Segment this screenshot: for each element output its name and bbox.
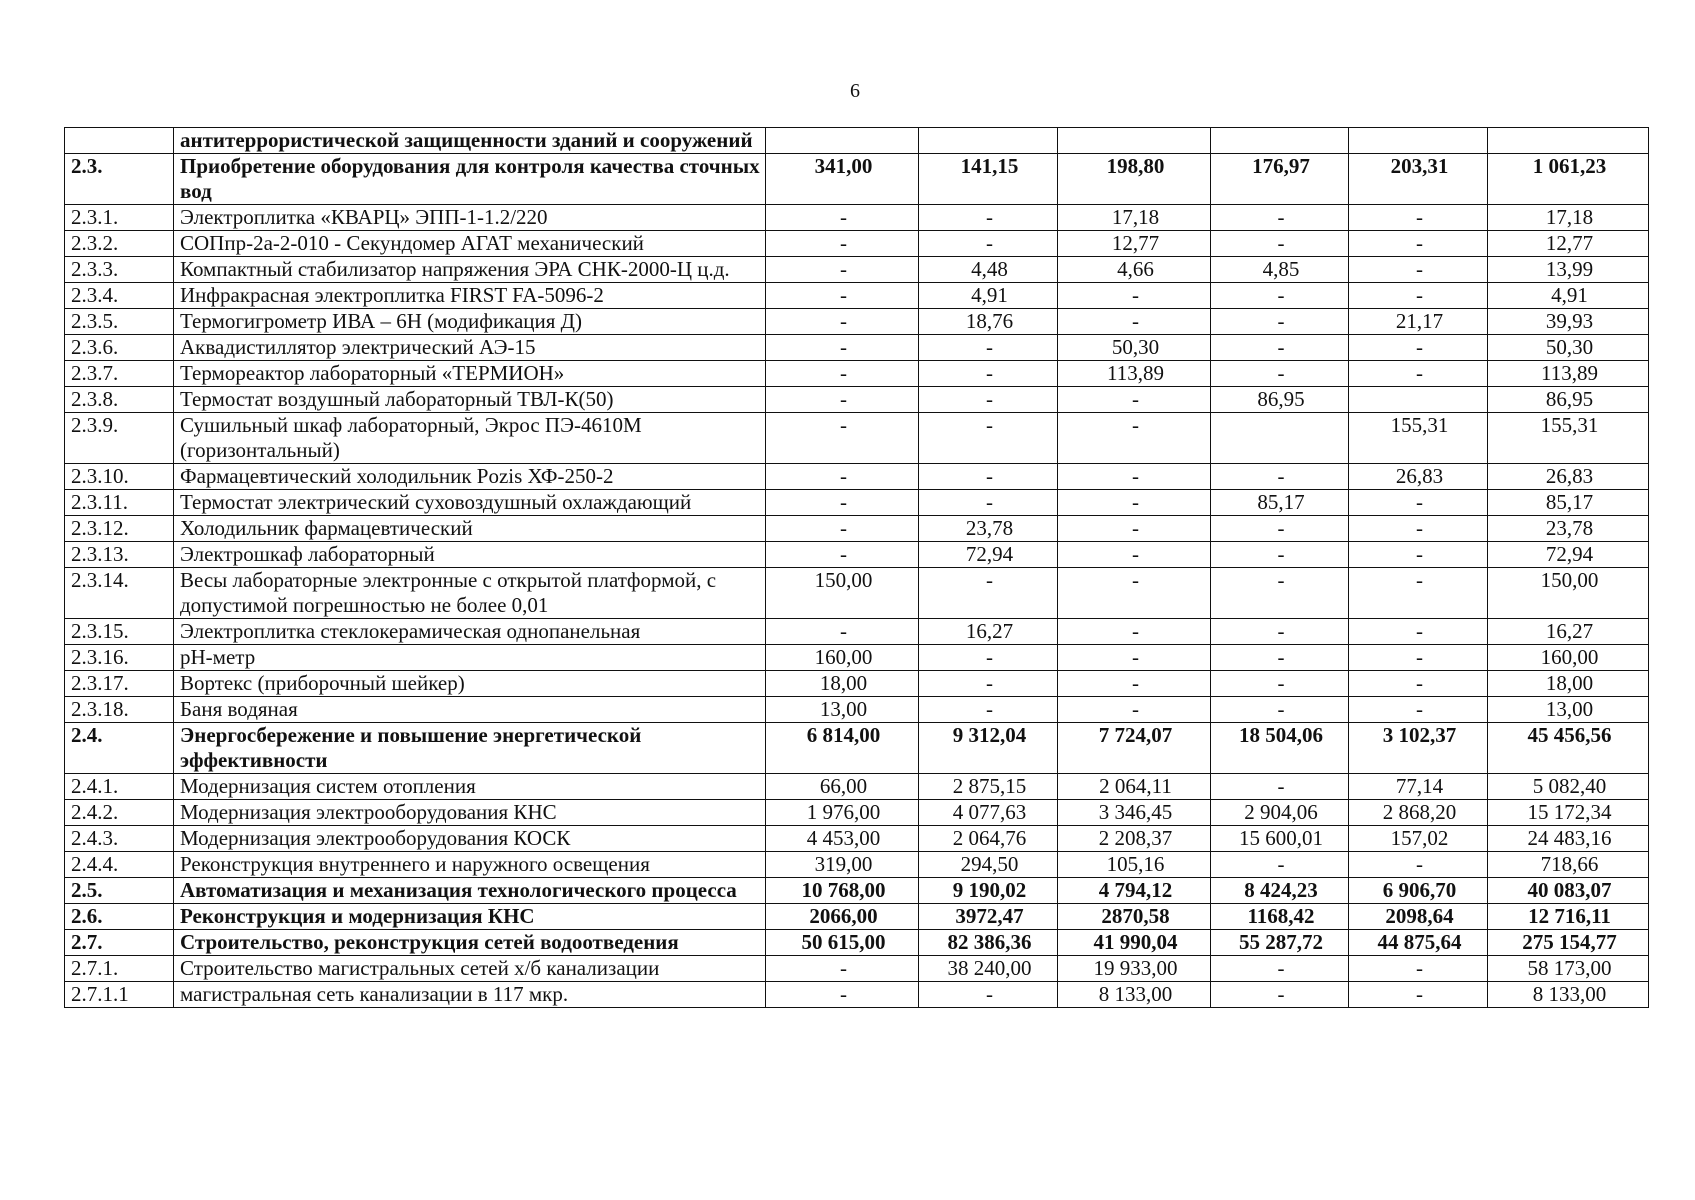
value-cell-5: - [1349,982,1488,1008]
value-cell-6: 18,00 [1488,671,1649,697]
row-number-cell: 2.3.18. [65,697,174,723]
value-cell-6 [1488,128,1649,154]
value-cell-2: - [919,231,1058,257]
value-cell-2: 38 240,00 [919,956,1058,982]
table-row [65,723,1649,774]
table-row [65,568,1649,619]
value-cell-2: - [919,982,1058,1008]
value-cell-2: - [919,464,1058,490]
value-cell-3: 12,77 [1058,231,1211,257]
value-cell-1: - [766,205,919,231]
value-cell-3: 7 724,07 [1058,723,1211,774]
value-cell-1: - [766,542,919,568]
item-name-cell: Приобретение оборудования для контроля качества сточных вод [174,154,766,205]
value-cell-3: - [1058,697,1211,723]
item-name-cell: Электрошкаф лабораторный [174,542,766,568]
value-cell-4: - [1211,231,1349,257]
budget-table [64,127,1649,1008]
value-cell-6: 40 083,07 [1488,878,1649,904]
item-name-cell: магистральная сеть канализации в 117 мкр. [174,982,766,1008]
table-row [65,361,1649,387]
value-cell-4: 1168,42 [1211,904,1349,930]
table-row [65,542,1649,568]
value-cell-5: - [1349,619,1488,645]
item-name-cell: СОПпр-2а-2-010 - Секундомер АГАТ механический [174,231,766,257]
value-cell-3: 50,30 [1058,335,1211,361]
value-cell-4: - [1211,361,1349,387]
item-name-cell: Реконструкция внутреннего и наружного освещения [174,852,766,878]
value-cell-5: - [1349,852,1488,878]
value-cell-1: 2066,00 [766,904,919,930]
value-cell-6: 4,91 [1488,283,1649,309]
value-cell-2: - [919,335,1058,361]
value-cell-2: 9 312,04 [919,723,1058,774]
value-cell-5 [1349,128,1488,154]
row-number-cell: 2.3.10. [65,464,174,490]
value-cell-4: - [1211,542,1349,568]
value-cell-2: 2 875,15 [919,774,1058,800]
value-cell-6: 23,78 [1488,516,1649,542]
value-cell-2: 2 064,76 [919,826,1058,852]
value-cell-1 [766,128,919,154]
table-row [65,956,1649,982]
value-cell-2: 23,78 [919,516,1058,542]
value-cell-6: 150,00 [1488,568,1649,619]
value-cell-5: - [1349,231,1488,257]
value-cell-3: 17,18 [1058,205,1211,231]
value-cell-2: - [919,361,1058,387]
row-number-cell: 2.3.2. [65,231,174,257]
value-cell-2: 16,27 [919,619,1058,645]
value-cell-1: - [766,387,919,413]
item-name-cell: Электроплитка стеклокерамическая однопанельная [174,619,766,645]
value-cell-5: - [1349,283,1488,309]
row-number-cell: 2.3.3. [65,257,174,283]
row-number-cell: 2.4.4. [65,852,174,878]
value-cell-3: - [1058,542,1211,568]
value-cell-1: 150,00 [766,568,919,619]
value-cell-1: 13,00 [766,697,919,723]
value-cell-4: - [1211,645,1349,671]
value-cell-3: 198,80 [1058,154,1211,205]
value-cell-3: - [1058,387,1211,413]
item-name-cell: Аквадистиллятор электрический АЭ-15 [174,335,766,361]
value-cell-3: - [1058,671,1211,697]
value-cell-3: 4 794,12 [1058,878,1211,904]
value-cell-6: 50,30 [1488,335,1649,361]
value-cell-1: - [766,335,919,361]
value-cell-5: 3 102,37 [1349,723,1488,774]
value-cell-4 [1211,413,1349,464]
value-cell-5: - [1349,516,1488,542]
value-cell-1: 160,00 [766,645,919,671]
value-cell-5: - [1349,956,1488,982]
value-cell-5 [1349,387,1488,413]
item-name-cell: pH-метр [174,645,766,671]
row-number-cell [65,128,174,154]
value-cell-6: 16,27 [1488,619,1649,645]
table-row [65,413,1649,464]
value-cell-2: - [919,697,1058,723]
value-cell-2: - [919,387,1058,413]
row-number-cell: 2.4.1. [65,774,174,800]
value-cell-5: 2098,64 [1349,904,1488,930]
value-cell-2: 141,15 [919,154,1058,205]
item-name-cell: Вортекс (приборочный шейкер) [174,671,766,697]
value-cell-2: 4,91 [919,283,1058,309]
table-row [65,697,1649,723]
value-cell-6: 39,93 [1488,309,1649,335]
row-number-cell: 2.5. [65,878,174,904]
item-name-cell: Весы лабораторные электронные с открытой платформой, с допустимой погрешностью не более 0,01 [174,568,766,619]
value-cell-2: - [919,413,1058,464]
value-cell-1: 341,00 [766,154,919,205]
table-row [65,982,1649,1008]
item-name-cell: Термореактор лабораторный «ТЕРМИОН» [174,361,766,387]
value-cell-4: 4,85 [1211,257,1349,283]
value-cell-3: 41 990,04 [1058,930,1211,956]
table-row [65,309,1649,335]
value-cell-1: 6 814,00 [766,723,919,774]
value-cell-1: - [766,490,919,516]
value-cell-4: - [1211,697,1349,723]
row-number-cell: 2.3.11. [65,490,174,516]
table-row [65,205,1649,231]
value-cell-6: 45 456,56 [1488,723,1649,774]
value-cell-3: - [1058,309,1211,335]
item-name-cell: Энергосбережение и повышение энергетической эффективности [174,723,766,774]
value-cell-5: - [1349,542,1488,568]
item-name-cell: Модернизация систем отопления [174,774,766,800]
value-cell-5: 2 868,20 [1349,800,1488,826]
value-cell-6: 275 154,77 [1488,930,1649,956]
value-cell-1: - [766,283,919,309]
value-cell-2: - [919,645,1058,671]
table-row [65,671,1649,697]
item-name-cell: Холодильник фармацевтический [174,516,766,542]
table-row [65,619,1649,645]
value-cell-6: 13,00 [1488,697,1649,723]
value-cell-5: 157,02 [1349,826,1488,852]
value-cell-1: - [766,309,919,335]
item-name-cell: Автоматизация и механизация технологического процесса [174,878,766,904]
value-cell-4: - [1211,774,1349,800]
row-number-cell: 2.7.1. [65,956,174,982]
row-number-cell: 2.3.17. [65,671,174,697]
value-cell-3: - [1058,283,1211,309]
value-cell-5: - [1349,568,1488,619]
value-cell-6: 12 716,11 [1488,904,1649,930]
value-cell-3: 2 208,37 [1058,826,1211,852]
value-cell-1: - [766,257,919,283]
value-cell-1: - [766,231,919,257]
value-cell-5: 6 906,70 [1349,878,1488,904]
value-cell-3: 3 346,45 [1058,800,1211,826]
value-cell-3: 2 064,11 [1058,774,1211,800]
table-row [65,257,1649,283]
value-cell-3: - [1058,490,1211,516]
value-cell-1: - [766,982,919,1008]
table-row [65,826,1649,852]
table-row [65,930,1649,956]
page-number: 6 [850,80,860,102]
value-cell-1: 18,00 [766,671,919,697]
value-cell-1: - [766,361,919,387]
value-cell-3: - [1058,619,1211,645]
value-cell-2: 9 190,02 [919,878,1058,904]
value-cell-2: 4 077,63 [919,800,1058,826]
table-row [65,231,1649,257]
item-name-cell: Реконструкция и модернизация КНС [174,904,766,930]
table-body [65,128,1649,1008]
item-name-cell: Компактный стабилизатор напряжения ЭРА СНК-2000-Ц ц.д. [174,257,766,283]
row-number-cell: 2.3.13. [65,542,174,568]
value-cell-2: 18,76 [919,309,1058,335]
row-number-cell: 2.7. [65,930,174,956]
value-cell-6: 1 061,23 [1488,154,1649,205]
value-cell-2: - [919,568,1058,619]
value-cell-4 [1211,128,1349,154]
item-name-cell: Термогигрометр ИВА – 6Н (модификация Д) [174,309,766,335]
row-number-cell: 2.3.1. [65,205,174,231]
value-cell-5: - [1349,645,1488,671]
row-number-cell: 2.4.3. [65,826,174,852]
table-row [65,464,1649,490]
value-cell-6: 86,95 [1488,387,1649,413]
value-cell-1: - [766,413,919,464]
value-cell-1: - [766,956,919,982]
value-cell-3: 105,16 [1058,852,1211,878]
value-cell-2: 294,50 [919,852,1058,878]
value-cell-6: 26,83 [1488,464,1649,490]
value-cell-2: 3972,47 [919,904,1058,930]
row-number-cell: 2.3.15. [65,619,174,645]
value-cell-4: 55 287,72 [1211,930,1349,956]
value-cell-5: - [1349,490,1488,516]
item-name-cell: Баня водяная [174,697,766,723]
value-cell-6: 5 082,40 [1488,774,1649,800]
row-number-cell: 2.7.1.1 [65,982,174,1008]
value-cell-6: 58 173,00 [1488,956,1649,982]
item-name-cell: Фармацевтический холодильник Pozis ХФ-250-2 [174,464,766,490]
row-number-cell: 2.3.16. [65,645,174,671]
item-name-cell: Строительство магистральных сетей х/б канализации [174,956,766,982]
table-row [65,645,1649,671]
value-cell-6: 155,31 [1488,413,1649,464]
table-row [65,283,1649,309]
row-number-cell: 2.3.14. [65,568,174,619]
value-cell-4: 176,97 [1211,154,1349,205]
table-row [65,800,1649,826]
value-cell-3: 19 933,00 [1058,956,1211,982]
table-row [65,128,1649,154]
value-cell-5: 155,31 [1349,413,1488,464]
value-cell-5: - [1349,335,1488,361]
value-cell-2: 4,48 [919,257,1058,283]
value-cell-4: - [1211,671,1349,697]
value-cell-4: - [1211,982,1349,1008]
value-cell-4: - [1211,568,1349,619]
item-name-cell: Строительство, реконструкция сетей водоотведения [174,930,766,956]
item-name-cell: Сушильный шкаф лабораторный, Экрос ПЭ-4610М (горизонтальный) [174,413,766,464]
value-cell-1: - [766,619,919,645]
value-cell-6: 12,77 [1488,231,1649,257]
value-cell-4: - [1211,464,1349,490]
value-cell-3: - [1058,464,1211,490]
item-name-cell: Электроплитка «КВАРЦ» ЭПП-1-1.2/220 [174,205,766,231]
value-cell-3: 113,89 [1058,361,1211,387]
value-cell-3 [1058,128,1211,154]
value-cell-6: 85,17 [1488,490,1649,516]
value-cell-1: 66,00 [766,774,919,800]
table-row [65,774,1649,800]
value-cell-4: - [1211,956,1349,982]
value-cell-2: - [919,671,1058,697]
item-name-cell: Модернизация электрооборудования КОСК [174,826,766,852]
value-cell-3: 2870,58 [1058,904,1211,930]
value-cell-1: 4 453,00 [766,826,919,852]
value-cell-2 [919,128,1058,154]
row-number-cell: 2.4. [65,723,174,774]
value-cell-2: 72,94 [919,542,1058,568]
item-name-cell: Термостат воздушный лабораторный ТВЛ-К(50) [174,387,766,413]
value-cell-5: 203,31 [1349,154,1488,205]
value-cell-4: 18 504,06 [1211,723,1349,774]
value-cell-6: 13,99 [1488,257,1649,283]
row-number-cell: 2.3.4. [65,283,174,309]
value-cell-3: - [1058,516,1211,542]
row-number-cell: 2.4.2. [65,800,174,826]
value-cell-6: 8 133,00 [1488,982,1649,1008]
table-row [65,878,1649,904]
value-cell-4: 15 600,01 [1211,826,1349,852]
item-name-cell: антитеррористической защищенности зданий и сооружений [174,128,766,154]
table-row [65,490,1649,516]
item-name-cell: Инфракрасная электроплитка FIRST FA-5096-2 [174,283,766,309]
value-cell-6: 160,00 [1488,645,1649,671]
value-cell-3: 8 133,00 [1058,982,1211,1008]
value-cell-4: 86,95 [1211,387,1349,413]
value-cell-5: - [1349,697,1488,723]
value-cell-4: 85,17 [1211,490,1349,516]
value-cell-3: 4,66 [1058,257,1211,283]
value-cell-5: - [1349,205,1488,231]
value-cell-4: 8 424,23 [1211,878,1349,904]
value-cell-6: 72,94 [1488,542,1649,568]
value-cell-1: 1 976,00 [766,800,919,826]
value-cell-4: - [1211,852,1349,878]
row-number-cell: 2.6. [65,904,174,930]
value-cell-5: 26,83 [1349,464,1488,490]
value-cell-6: 24 483,16 [1488,826,1649,852]
value-cell-6: 718,66 [1488,852,1649,878]
value-cell-4: 2 904,06 [1211,800,1349,826]
value-cell-1: 50 615,00 [766,930,919,956]
value-cell-3: - [1058,413,1211,464]
item-name-cell: Модернизация электрооборудования КНС [174,800,766,826]
value-cell-4: - [1211,619,1349,645]
value-cell-4: - [1211,309,1349,335]
value-cell-6: 17,18 [1488,205,1649,231]
value-cell-6: 15 172,34 [1488,800,1649,826]
value-cell-4: - [1211,283,1349,309]
value-cell-4: - [1211,335,1349,361]
value-cell-1: - [766,516,919,542]
row-number-cell: 2.3.12. [65,516,174,542]
value-cell-1: 319,00 [766,852,919,878]
row-number-cell: 2.3.7. [65,361,174,387]
row-number-cell: 2.3.9. [65,413,174,464]
value-cell-5: 77,14 [1349,774,1488,800]
value-cell-1: 10 768,00 [766,878,919,904]
value-cell-5: 44 875,64 [1349,930,1488,956]
row-number-cell: 2.3.8. [65,387,174,413]
row-number-cell: 2.3. [65,154,174,205]
item-name-cell: Термостат электрический суховоздушный охлаждающий [174,490,766,516]
table-row [65,852,1649,878]
row-number-cell: 2.3.6. [65,335,174,361]
table-row [65,154,1649,205]
value-cell-1: - [766,464,919,490]
value-cell-5: - [1349,257,1488,283]
value-cell-5: 21,17 [1349,309,1488,335]
row-number-cell: 2.3.5. [65,309,174,335]
table-row [65,335,1649,361]
value-cell-2: 82 386,36 [919,930,1058,956]
value-cell-2: - [919,490,1058,516]
value-cell-5: - [1349,671,1488,697]
value-cell-2: - [919,205,1058,231]
value-cell-4: - [1211,205,1349,231]
table-row [65,516,1649,542]
table-row [65,387,1649,413]
table-row [65,904,1649,930]
value-cell-5: - [1349,361,1488,387]
value-cell-3: - [1058,568,1211,619]
value-cell-3: - [1058,645,1211,671]
value-cell-4: - [1211,516,1349,542]
value-cell-6: 113,89 [1488,361,1649,387]
